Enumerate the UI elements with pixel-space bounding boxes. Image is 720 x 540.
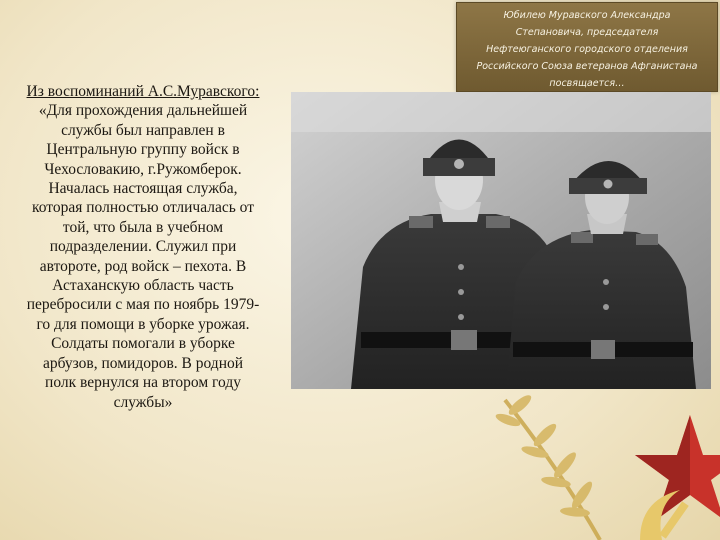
memoir-line: Началась настоящая служба,: [48, 180, 238, 198]
dedication-line: Степановича, председателя: [515, 27, 659, 38]
memoir-line: подразделении. Служил при: [49, 238, 237, 256]
memoir-line: той, что была в учебном: [62, 218, 224, 236]
hammer-sickle-icon: [640, 490, 689, 540]
memoir-line: «Для прохождения дальнейшей: [38, 102, 248, 120]
dedication-line: Нефтеюганского городского отделения: [486, 44, 688, 55]
memoir-text: [2, 82, 284, 412]
soldiers-photo-illustration: [291, 92, 711, 389]
soldiers-photo: [291, 92, 711, 389]
memoir-line: перебросили с мая по ноябрь 1979-: [26, 296, 260, 314]
dedication-line: Российского Союза ветеранов Афганистана: [476, 61, 698, 72]
memoir-line: автороте, род войск – пехота. В: [39, 257, 247, 275]
dedication-line: Юбилею Муравского Александра: [503, 10, 671, 21]
memoir-line: службы»: [113, 393, 173, 411]
laurel-branch-icon: [494, 392, 600, 540]
memoir-line: арбузов, помидоров. В родной: [42, 354, 244, 372]
memoir-line: службы был направлен в: [61, 121, 225, 139]
memoir-line: Астаханскую область часть: [52, 277, 234, 295]
dedication-box: [456, 2, 718, 92]
memoir-line: Центральную группу войск в: [46, 141, 240, 159]
memoir-line: полк вернулся на втором году: [45, 374, 241, 392]
memoir-heading: Из воспоминаний А.С.Муравского:: [26, 83, 260, 100]
red-star-icon: [635, 415, 720, 520]
memoir-line: го для помощи в уборке урожая.: [36, 315, 250, 333]
memoir-line: Солдаты помогали в уборке: [51, 335, 235, 353]
memoir-line: которая полностью отличалась от: [32, 199, 254, 217]
dedication-line: посвящается…: [549, 78, 625, 89]
memoir-line: Чехословакию, г.Ружомберок.: [44, 160, 242, 178]
